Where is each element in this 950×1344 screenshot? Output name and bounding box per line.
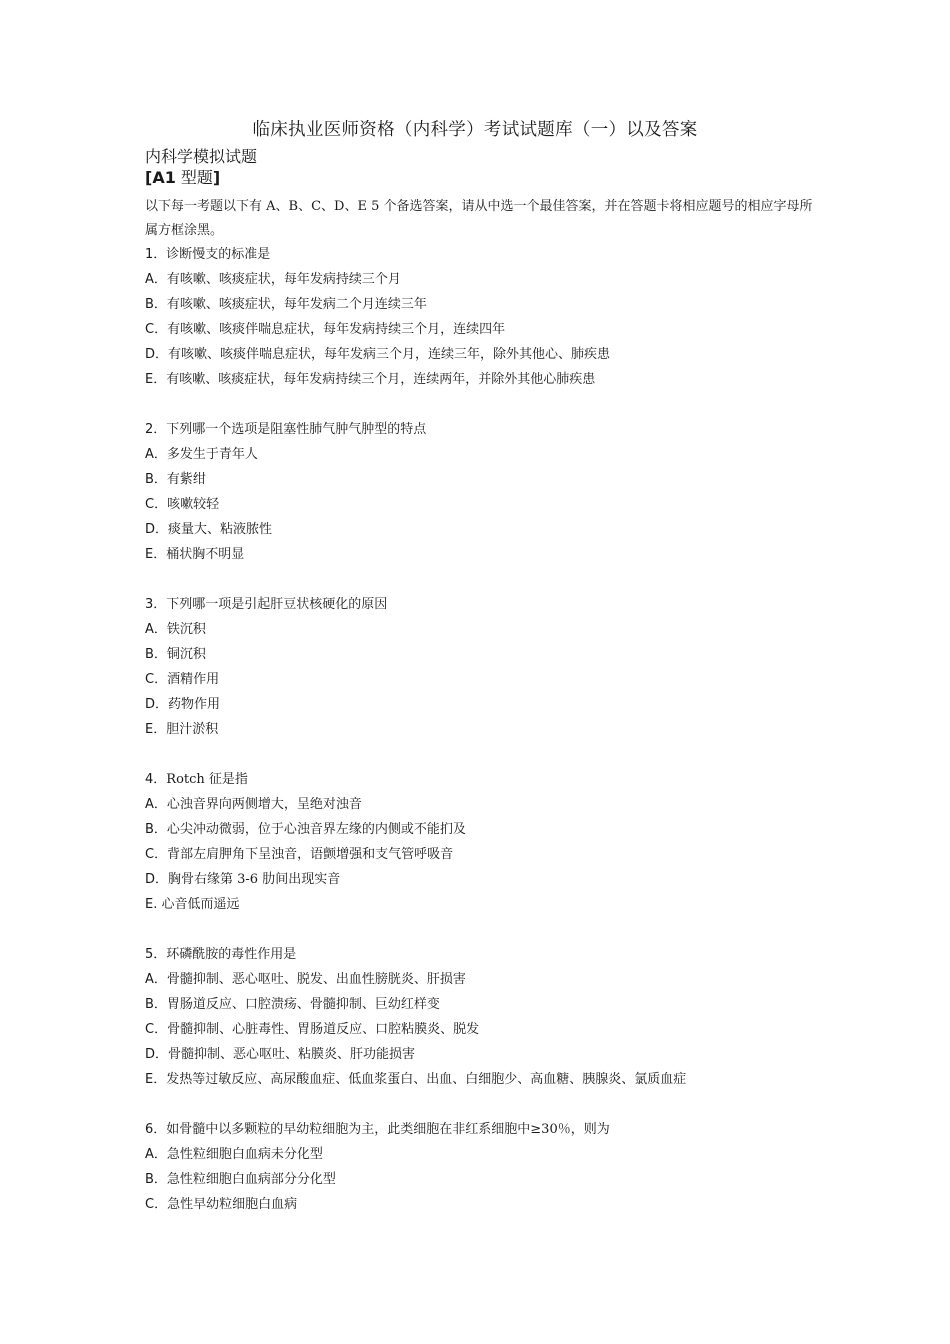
option-d: [145, 342, 845, 367]
question-number: 1．: [145, 247, 167, 262]
option-text: 胆汁淤积: [166, 722, 219, 737]
option-e: [145, 542, 845, 567]
option-text: 痰量大、粘液脓性: [168, 522, 273, 537]
option-d: [145, 867, 845, 892]
option-a: [145, 617, 845, 642]
option-text: 桶状胸不明显: [166, 547, 245, 562]
spacer: [145, 917, 845, 942]
option-text: 骨髓抑制、恶心呕吐、粘膜炎、肝功能损害: [168, 1047, 416, 1062]
option-text: 急性早幼粒细胞白血病: [167, 1197, 298, 1212]
question-text: 如骨髓中以多颗粒的早幼粒细胞为主，此类细胞在非红系细胞中≥30％，则为: [166, 1122, 610, 1137]
option-text: 有咳嗽、咳痰症状，每年发病持续三个月: [166, 272, 401, 287]
option-b: [145, 1167, 845, 1192]
option-b: [145, 642, 845, 667]
question-number: 2．: [145, 422, 167, 437]
question-text: 下列哪一项是引起肝豆状核硬化的原因: [166, 597, 388, 612]
option-letter: A．: [145, 622, 167, 637]
question-5: [145, 942, 845, 1092]
question-stem: [145, 242, 845, 267]
option-letter: B．: [145, 472, 167, 487]
document-subtitle: 内科学模拟试题: [145, 147, 258, 166]
option-letter: C．: [145, 1022, 168, 1037]
question-text: 下列哪一个选项是阻塞性肺气肿气肿型的特点: [166, 422, 427, 437]
question-stem: [145, 417, 845, 442]
spacer: [145, 1092, 845, 1117]
option-e: [145, 717, 845, 742]
option-text: 急性粒细胞白血病部分分化型: [166, 1172, 336, 1187]
option-letter: D．: [145, 522, 169, 537]
question-number: 4．: [145, 772, 167, 787]
option-text: 有咳嗽、咳痰伴喘息症状，每年发病持续三个月，连续四年: [167, 322, 506, 337]
question-stem: [145, 592, 845, 617]
option-b: [145, 467, 845, 492]
option-letter: B．: [145, 822, 167, 837]
option-e: [145, 892, 845, 917]
question-number: 6．: [145, 1122, 167, 1137]
option-text: 有紫绀: [166, 472, 206, 487]
option-b: [145, 292, 845, 317]
option-text: 心音低而遥远: [157, 897, 240, 912]
option-a: [145, 792, 845, 817]
option-letter: D．: [145, 872, 169, 887]
option-c: [145, 842, 845, 867]
option-letter: C．: [145, 847, 168, 862]
question-3: [145, 592, 845, 742]
option-b: [145, 992, 845, 1017]
option-text: 胃肠道反应、口腔溃疡、骨髓抑制、巨幼红样变: [166, 997, 440, 1012]
option-c: [145, 667, 845, 692]
question-text: 环磷酰胺的毒性作用是: [166, 947, 297, 962]
option-text: 心浊音界向两侧增大，呈绝对浊音: [166, 797, 362, 812]
instructions: 以下每一考题以下有 A、B、C、D、E 5 个备选答案，请从中选一个最佳答案，并在答题卡将相应题号的相应字母所属方框涂黑。: [145, 199, 813, 238]
option-letter: B．: [145, 997, 167, 1012]
question-4: [145, 767, 845, 917]
option-a: [145, 267, 845, 292]
option-letter: B．: [145, 1172, 167, 1187]
section-heading: [145, 165, 220, 188]
question-1: [145, 242, 845, 392]
option-d: [145, 692, 845, 717]
option-letter: C．: [145, 322, 168, 337]
option-text: 急性粒细胞白血病未分化型: [166, 1147, 323, 1162]
option-e: [145, 1067, 845, 1092]
option-text: 发热等过敏反应、高尿酸血症、低血浆蛋白、出血、白细胞少、高血糖、胰腺炎、氯质血症: [166, 1072, 687, 1087]
option-letter: A．: [145, 1147, 167, 1162]
option-letter: E．: [145, 547, 167, 562]
option-a: [145, 442, 845, 467]
question-number: 3．: [145, 597, 167, 612]
option-a: [145, 967, 845, 992]
option-text: 铜沉积: [166, 647, 206, 662]
question-2: [145, 417, 845, 567]
option-letter: D．: [145, 347, 169, 362]
option-c: [145, 492, 845, 517]
spacer: [145, 742, 845, 767]
option-c: [145, 1017, 845, 1042]
question-text: Rotch 征是指: [166, 772, 248, 787]
question-number: 5．: [145, 947, 167, 962]
option-a: [145, 1142, 845, 1167]
section-heading-open: [A1: [145, 168, 176, 187]
option-text: 有咳嗽、咳痰症状，每年发病持续三个月，连续两年，并除外其他心肺疾患: [166, 372, 596, 387]
section-heading-close: ]: [212, 168, 221, 187]
option-b: [145, 817, 845, 842]
option-letter: C．: [145, 1197, 168, 1212]
option-text: 有咳嗽、咳痰伴喘息症状，每年发病三个月，连续三年，除外其他心、肺疾患: [168, 347, 611, 362]
option-text: 铁沉积: [166, 622, 206, 637]
option-d: [145, 1042, 845, 1067]
option-letter: E．: [145, 722, 167, 737]
option-letter: E．: [145, 372, 167, 387]
option-letter: E．: [145, 1072, 167, 1087]
option-text: 骨髓抑制、心脏毒性、胃肠道反应、口腔粘膜炎、脱发: [167, 1022, 480, 1037]
option-text: 咳嗽较轻: [167, 497, 220, 512]
question-list: [145, 242, 845, 1217]
option-text: 药物作用: [168, 697, 221, 712]
option-letter: A．: [145, 797, 167, 812]
option-letter: E.: [145, 897, 158, 912]
question-stem: [145, 1117, 845, 1142]
question-6: [145, 1117, 845, 1217]
option-letter: B．: [145, 647, 167, 662]
question-text: 诊断慢支的标准是: [166, 247, 271, 262]
option-letter: A．: [145, 447, 167, 462]
option-e: [145, 367, 845, 392]
option-d: [145, 517, 845, 542]
document-title: 临床执业医师资格（内科学）考试试题库（一）以及答案: [252, 120, 698, 140]
option-text: 骨髓抑制、恶心呕吐、脱发、出血性膀胱炎、肝损害: [166, 972, 466, 987]
option-text: 酒精作用: [167, 672, 220, 687]
option-letter: A．: [145, 272, 167, 287]
option-c: [145, 317, 845, 342]
option-text: 多发生于青年人: [166, 447, 258, 462]
spacer: [145, 392, 845, 417]
option-c: [145, 1192, 845, 1217]
section-heading-middle: 型题: [175, 168, 213, 187]
option-letter: B．: [145, 297, 167, 312]
option-letter: C．: [145, 497, 168, 512]
question-stem: [145, 767, 845, 792]
option-text: 胸骨右缘第 3-6 肋间出现实音: [168, 872, 341, 887]
option-letter: C．: [145, 672, 168, 687]
spacer: [145, 567, 845, 592]
option-letter: D．: [145, 1047, 169, 1062]
option-text: 有咳嗽、咳痰症状，每年发病二个月连续三年: [166, 297, 427, 312]
option-letter: D．: [145, 697, 169, 712]
question-stem: [145, 942, 845, 967]
option-text: 心尖冲动微弱，位于心浊音界左缘的内侧或不能扪及: [166, 822, 466, 837]
option-letter: A．: [145, 972, 167, 987]
option-text: 背部左肩胛角下呈浊音，语颤增强和支气管呼吸音: [167, 847, 454, 862]
